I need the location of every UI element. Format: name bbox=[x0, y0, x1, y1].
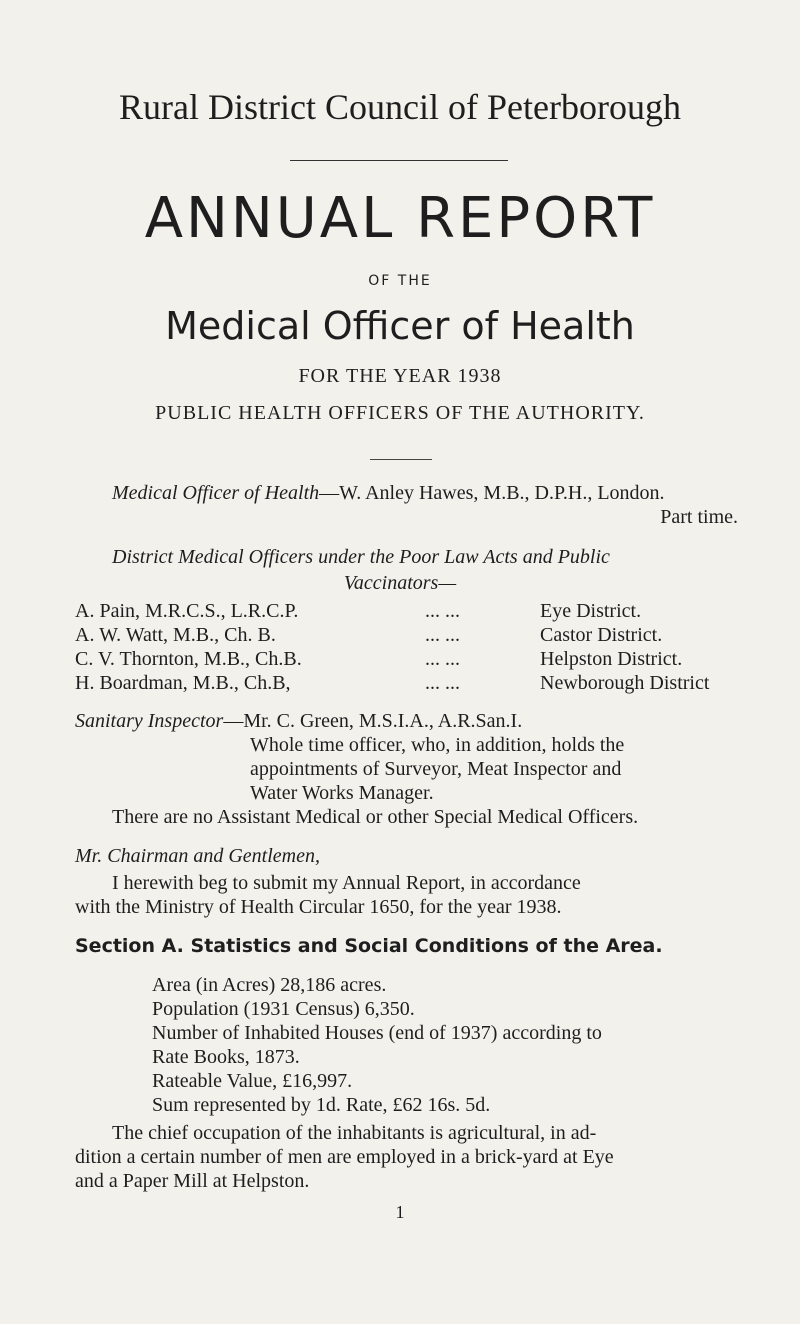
leader-dots: ... ... bbox=[425, 672, 460, 694]
no-assistant-note: There are no Assistant Medical or other Special Medical Officers. bbox=[112, 806, 639, 828]
report-title: ANNUAL REPORT bbox=[144, 186, 656, 251]
sanitary-text: —Mr. C. Green, M.S.I.A., A.R.San.I. bbox=[223, 710, 523, 732]
sanitary-detail: Water Works Manager. bbox=[250, 782, 434, 804]
district-officers-heading: District Medical Officers under the Poor Law Acts and Public bbox=[112, 546, 610, 568]
report-year: FOR THE YEAR 1938 bbox=[298, 365, 502, 387]
occupation-text: The chief occupation of the inhabitants is agricultural, in ad- bbox=[112, 1122, 597, 1144]
letter-line: I herewith beg to submit my Annual Report, in accordance bbox=[112, 872, 581, 894]
sanitary-detail: appointments of Surveyor, Meat Inspector and bbox=[250, 758, 622, 780]
moh-text: —W. Anley Hawes, M.B., D.P.H., London. bbox=[319, 482, 665, 504]
statistic-item: Area (in Acres) 28,186 acres. bbox=[152, 974, 387, 996]
officer-name: C. V. Thornton, M.B., Ch.B. bbox=[75, 648, 302, 670]
occupation-text: and a Paper Mill at Helpston. bbox=[75, 1170, 310, 1192]
statistic-item: Rateable Value, £16,997. bbox=[152, 1070, 353, 1092]
officer-district: Newborough District bbox=[540, 672, 710, 694]
salutation: Mr. Chairman and Gentlemen, bbox=[75, 845, 320, 867]
statistic-item: Population (1931 Census) 6,350. bbox=[152, 998, 415, 1020]
letter-line: with the Ministry of Health Circular 1650, for the year 1938. bbox=[75, 896, 562, 918]
report-subject: Medical Officer of Health bbox=[165, 304, 635, 348]
moh-part-time: Part time. bbox=[660, 506, 738, 528]
officer-district: Castor District. bbox=[540, 624, 663, 646]
officer-district: Helpston District. bbox=[540, 648, 683, 670]
sanitary-detail: Whole time officer, who, in addition, holds the bbox=[250, 734, 625, 756]
moh-line bbox=[112, 482, 665, 505]
officer-name: H. Boardman, M.B., Ch.B, bbox=[75, 672, 291, 694]
officer-district: Eye District. bbox=[540, 600, 642, 622]
vaccinators-heading: Vaccinators— bbox=[343, 572, 457, 594]
council-name: Rural District Council of Peterborough bbox=[119, 87, 681, 127]
moh-label: Medical Officer of Health bbox=[112, 482, 320, 504]
statistic-item: Rate Books, 1873. bbox=[152, 1046, 300, 1068]
sanitary-line bbox=[75, 710, 522, 733]
of-the-label: OF THE bbox=[368, 273, 432, 289]
officer-name: A. Pain, M.R.C.S., L.R.C.P. bbox=[75, 600, 299, 622]
statistic-item: Sum represented by 1d. Rate, £62 16s. 5d. bbox=[152, 1094, 491, 1116]
leader-dots: ... ... bbox=[425, 624, 460, 646]
section-divider bbox=[370, 459, 432, 460]
leader-dots: ... ... bbox=[425, 648, 460, 670]
occupation-text: dition a certain number of men are employed in a brick-yard at Eye bbox=[75, 1146, 614, 1168]
title-divider bbox=[290, 160, 508, 161]
leader-dots: ... ... bbox=[425, 600, 460, 622]
statistic-item: Number of Inhabited Houses (end of 1937) according to bbox=[152, 1022, 602, 1044]
sanitary-label: Sanitary Inspector bbox=[75, 710, 224, 732]
section-a-heading: Section A. Statistics and Social Conditions of the Area. bbox=[75, 935, 663, 957]
officer-name: A. W. Watt, M.B., Ch. B. bbox=[75, 624, 276, 646]
officers-heading: PUBLIC HEALTH OFFICERS OF THE AUTHORITY. bbox=[155, 402, 645, 424]
page-number: 1 bbox=[395, 1202, 405, 1222]
